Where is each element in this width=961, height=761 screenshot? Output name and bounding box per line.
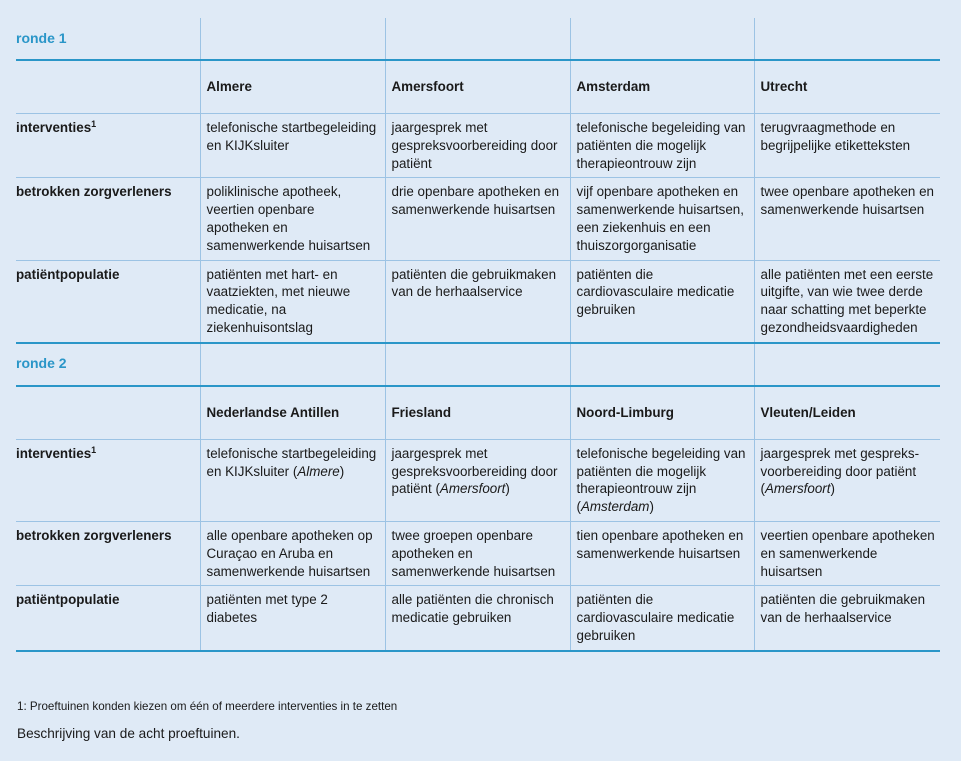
row-label <box>16 114 200 178</box>
city-header: Vleuten/Leiden <box>754 386 940 440</box>
table-caption: Beschrijving van de acht proeftuinen. <box>17 726 240 741</box>
round-2-label: ronde 2 <box>16 343 200 386</box>
row-label-text: interventies <box>16 445 92 461</box>
origin-reference: Amsterdam <box>580 499 650 515</box>
table-cell: telefonische startbegeleiding en KIJKsluiter <box>200 114 385 178</box>
row-label-text: interventies <box>16 120 92 135</box>
origin-reference: Amersfoort <box>764 481 831 497</box>
footnote-marker: 1 <box>91 119 97 129</box>
city-header: Almere <box>200 60 385 114</box>
origin-reference: Amersfoort <box>439 481 506 497</box>
table-cell: patiënten met type 2 diabetes <box>200 586 385 651</box>
round-2-row-interventies <box>16 439 940 521</box>
table-cell: telefonische begeleiding van patiënten die mogelijk therapieontrouw zijn <box>570 114 754 178</box>
origin-reference: Almere <box>297 463 340 479</box>
empty-cell <box>16 60 200 114</box>
cell-text: jaargesprek met gespreks-voorbereiding door patiënt <box>760 445 920 479</box>
row-label: betrokken zorgverleners <box>16 178 200 260</box>
table-cell: alle patiënten met een eerste uitgifte, van wie twee derde naar schatting met beperkte gezondheidsvaardigheden <box>754 260 940 343</box>
city-header: Nederlandse Antillen <box>200 386 385 440</box>
table-cell: patiënten die gebruikmaken van de herhaalservice <box>754 586 940 651</box>
table-cell: patiënten die cardiovasculaire medicatie gebruiken <box>570 260 754 343</box>
round-1-label-row <box>16 18 940 60</box>
table-cell: poliklinische apotheek, veertien openbare apotheken en samenwerkende huisartsen <box>200 178 385 260</box>
proeftuinen-table <box>16 18 940 652</box>
empty-cell <box>200 18 385 60</box>
empty-cell <box>754 343 940 386</box>
city-header: Amersfoort <box>385 60 570 114</box>
table-cell: telefonische startbegeleiding en KIJKsluiter (Almere) <box>200 439 385 521</box>
city-header: Utrecht <box>754 60 940 114</box>
row-label: patiëntpopulatie <box>16 260 200 343</box>
footnote-marker: 1 <box>91 444 97 455</box>
table-cell: twee groepen openbare apotheken en samenwerkende huisartsen <box>385 521 570 585</box>
empty-cell <box>200 343 385 386</box>
round-2-row-zorgverleners <box>16 521 940 585</box>
empty-cell <box>16 386 200 440</box>
table-cell: twee openbare apotheken en samenwerkende huisartsen <box>754 178 940 260</box>
table-cell: jaargesprek met gespreksvoorbereiding door patiënt (Amersfoort) <box>385 439 570 521</box>
round-1-row-zorgverleners <box>16 178 940 260</box>
round-2-city-header-row <box>16 386 940 440</box>
city-header: Amsterdam <box>570 60 754 114</box>
empty-cell <box>570 343 754 386</box>
cell-text: jaargesprek met gespreksvoorbereiding door patiënt <box>391 445 558 497</box>
row-label: betrokken zorgverleners <box>16 521 200 585</box>
empty-cell <box>385 343 570 386</box>
table-cell: alle patiënten die chronisch medicatie gebruiken <box>385 586 570 651</box>
table-cell: jaargesprek met gespreks-voorbereiding door patiënt (Amersfoort) <box>754 439 940 521</box>
empty-cell <box>754 18 940 60</box>
table-cell: drie openbare apotheken en samenwerkende huisartsen <box>385 178 570 260</box>
table-cell: patiënten die gebruikmaken van de herhaalservice <box>385 260 570 343</box>
table-cell: terugvraagmethode en begrijpelijke etiketteksten <box>754 114 940 178</box>
round-1-row-patientpopulatie <box>16 260 940 343</box>
round-1-label: ronde 1 <box>16 18 200 60</box>
empty-cell <box>570 18 754 60</box>
round-1-city-header-row <box>16 60 940 114</box>
table-cell: alle openbare apotheken op Curaçao en Aruba en samenwerkende huisartsen <box>200 521 385 585</box>
city-header: Noord-Limburg <box>570 386 754 440</box>
row-label: patiëntpopulatie <box>16 586 200 651</box>
round-1-row-interventies <box>16 114 940 178</box>
table-cell: veertien openbare apotheken en samenwerkende huisartsen <box>754 521 940 585</box>
empty-cell <box>385 18 570 60</box>
table-cell: jaargesprek met gespreksvoorbereiding door patiënt <box>385 114 570 178</box>
row-label <box>16 439 200 521</box>
table-cell: telefonische begeleiding van patiënten die mogelijk therapieontrouw zijn (Amsterdam) <box>570 439 754 521</box>
table-cell: vijf openbare apotheken en samenwerkende huisartsen, een ziekenhuis en een thuiszorgorganisatie <box>570 178 754 260</box>
cell-text: telefonische startbegeleiding en KIJKsluiter <box>206 445 377 479</box>
table-cell: tien openbare apotheken en samenwerkende huisartsen <box>570 521 754 585</box>
round-2-label-row <box>16 343 940 386</box>
footnote: 1: Proeftuinen konden kiezen om één of meerdere interventies in te zetten <box>17 700 398 713</box>
city-header: Friesland <box>385 386 570 440</box>
table-cell: patiënten met hart- en vaatziekten, met nieuwe medicatie, na ziekenhuisontslag <box>200 260 385 343</box>
table-cell: patiënten die cardiovasculaire medicatie gebruiken <box>570 586 754 651</box>
cell-text: telefonische begeleiding van patiënten die mogelijk therapieontrouw zijn <box>576 445 746 497</box>
round-2-row-patientpopulatie <box>16 586 940 651</box>
